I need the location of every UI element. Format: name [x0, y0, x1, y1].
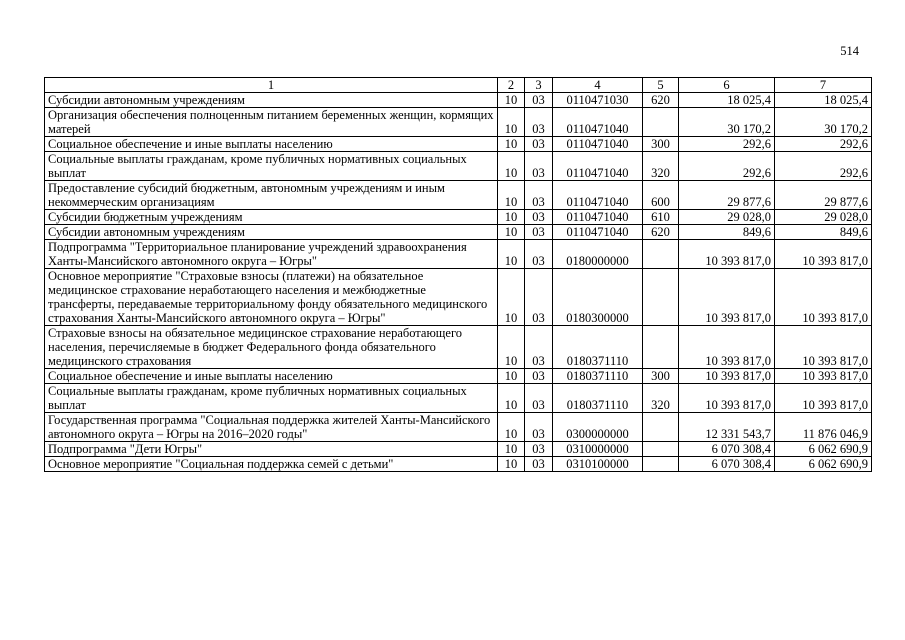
target-article-cell: 0110471040 — [553, 152, 643, 181]
target-article-cell: 0180371110 — [553, 369, 643, 384]
table-row — [45, 225, 872, 240]
amount-year2-cell: 30 170,2 — [775, 108, 872, 137]
section-cell: 10 — [498, 457, 525, 472]
expense-type-cell: 300 — [643, 369, 679, 384]
column-header: 2 — [498, 78, 525, 93]
expense-type-cell: 620 — [643, 93, 679, 108]
target-article-cell: 0110471040 — [553, 181, 643, 210]
amount-year2-cell: 10 393 817,0 — [775, 240, 872, 269]
table-row — [45, 457, 872, 472]
page-number: 514 — [840, 44, 859, 58]
column-header: 1 — [45, 78, 498, 93]
target-article-cell: 0180300000 — [553, 269, 643, 326]
amount-year1-cell: 6 070 308,4 — [679, 457, 775, 472]
column-header: 5 — [643, 78, 679, 93]
table-row — [45, 152, 872, 181]
table-row — [45, 137, 872, 152]
table-row — [45, 93, 872, 108]
section-cell: 10 — [498, 269, 525, 326]
row-name-cell: Основное мероприятие "Социальная поддержка семей с детьми" — [45, 457, 498, 472]
target-article-cell: 0180371110 — [553, 326, 643, 369]
section-cell: 10 — [498, 384, 525, 413]
row-name-cell: Социальное обеспечение и иные выплаты населению — [45, 137, 498, 152]
row-name-cell: Организация обеспечения полноценным питанием беременных женщин, кормящих матерей — [45, 108, 498, 137]
row-name-cell: Субсидии автономным учреждениям — [45, 225, 498, 240]
amount-year1-cell: 292,6 — [679, 137, 775, 152]
subsection-cell: 03 — [525, 225, 553, 240]
target-article-cell: 0300000000 — [553, 413, 643, 442]
table-row — [45, 384, 872, 413]
amount-year2-cell: 292,6 — [775, 152, 872, 181]
expense-type-cell: 610 — [643, 210, 679, 225]
amount-year1-cell: 29 028,0 — [679, 210, 775, 225]
subsection-cell: 03 — [525, 457, 553, 472]
expense-type-cell: 320 — [643, 384, 679, 413]
section-cell: 10 — [498, 225, 525, 240]
amount-year1-cell: 10 393 817,0 — [679, 369, 775, 384]
column-header: 3 — [525, 78, 553, 93]
amount-year2-cell: 29 877,6 — [775, 181, 872, 210]
section-cell: 10 — [498, 181, 525, 210]
target-article-cell: 0110471030 — [553, 93, 643, 108]
subsection-cell: 03 — [525, 210, 553, 225]
target-article-cell: 0310100000 — [553, 457, 643, 472]
row-name-cell: Социальные выплаты гражданам, кроме публичных нормативных социальных выплат — [45, 152, 498, 181]
amount-year2-cell: 11 876 046,9 — [775, 413, 872, 442]
row-name-cell: Подпрограмма "Дети Югры" — [45, 442, 498, 457]
amount-year2-cell: 18 025,4 — [775, 93, 872, 108]
amount-year2-cell: 849,6 — [775, 225, 872, 240]
expense-type-cell — [643, 326, 679, 369]
row-name-cell: Предоставление субсидий бюджетным, автономным учреждениям и иным некоммерческим организациям — [45, 181, 498, 210]
target-article-cell: 0110471040 — [553, 225, 643, 240]
expense-type-cell — [643, 240, 679, 269]
amount-year1-cell: 10 393 817,0 — [679, 384, 775, 413]
column-number-row — [45, 78, 872, 93]
row-name-cell: Социальные выплаты гражданам, кроме публичных нормативных социальных выплат — [45, 384, 498, 413]
amount-year1-cell: 18 025,4 — [679, 93, 775, 108]
target-article-cell: 0180000000 — [553, 240, 643, 269]
section-cell: 10 — [498, 326, 525, 369]
amount-year2-cell: 10 393 817,0 — [775, 369, 872, 384]
amount-year1-cell: 849,6 — [679, 225, 775, 240]
amount-year2-cell: 10 393 817,0 — [775, 384, 872, 413]
subsection-cell: 03 — [525, 108, 553, 137]
table-row — [45, 240, 872, 269]
section-cell: 10 — [498, 137, 525, 152]
subsection-cell: 03 — [525, 152, 553, 181]
row-name-cell: Субсидии автономным учреждениям — [45, 93, 498, 108]
table-row — [45, 210, 872, 225]
table-row — [45, 369, 872, 384]
amount-year1-cell: 10 393 817,0 — [679, 326, 775, 369]
amount-year1-cell: 30 170,2 — [679, 108, 775, 137]
amount-year1-cell: 10 393 817,0 — [679, 240, 775, 269]
subsection-cell: 03 — [525, 326, 553, 369]
amount-year1-cell: 29 877,6 — [679, 181, 775, 210]
section-cell: 10 — [498, 152, 525, 181]
expense-type-cell: 300 — [643, 137, 679, 152]
expense-type-cell: 620 — [643, 225, 679, 240]
subsection-cell: 03 — [525, 240, 553, 269]
section-cell: 10 — [498, 210, 525, 225]
expense-type-cell — [643, 442, 679, 457]
expense-type-cell — [643, 413, 679, 442]
row-name-cell: Страховые взносы на обязательное медицинское страхование неработающего населения, перечисляемые в бюджет Федерального фонда обязательного медицинского страхования — [45, 326, 498, 369]
row-name-cell: Социальное обеспечение и иные выплаты населению — [45, 369, 498, 384]
row-name-cell: Основное мероприятие "Страховые взносы (платежи) на обязательное медицинское страхование неработающего населения и межбюджетные трансферты, передаваемые территориальному фонду обязательного медицинского страхования Ханты-Мансийского автономного округа – Югры" — [45, 269, 498, 326]
table-body — [45, 93, 872, 472]
target-article-cell: 0110471040 — [553, 210, 643, 225]
subsection-cell: 03 — [525, 369, 553, 384]
section-cell: 10 — [498, 240, 525, 269]
expense-type-cell — [643, 108, 679, 137]
table-row — [45, 326, 872, 369]
column-header: 4 — [553, 78, 643, 93]
table-row — [45, 269, 872, 326]
subsection-cell: 03 — [525, 137, 553, 152]
subsection-cell: 03 — [525, 93, 553, 108]
budget-table — [44, 77, 872, 472]
table-row — [45, 442, 872, 457]
amount-year1-cell: 10 393 817,0 — [679, 269, 775, 326]
target-article-cell: 0310000000 — [553, 442, 643, 457]
amount-year2-cell: 292,6 — [775, 137, 872, 152]
section-cell: 10 — [498, 413, 525, 442]
subsection-cell: 03 — [525, 181, 553, 210]
row-name-cell: Субсидии бюджетным учреждениям — [45, 210, 498, 225]
amount-year1-cell: 292,6 — [679, 152, 775, 181]
expense-type-cell: 600 — [643, 181, 679, 210]
amount-year2-cell: 6 062 690,9 — [775, 457, 872, 472]
expense-type-cell — [643, 457, 679, 472]
amount-year1-cell: 6 070 308,4 — [679, 442, 775, 457]
amount-year2-cell: 6 062 690,9 — [775, 442, 872, 457]
section-cell: 10 — [498, 442, 525, 457]
subsection-cell: 03 — [525, 384, 553, 413]
table-row — [45, 181, 872, 210]
amount-year1-cell: 12 331 543,7 — [679, 413, 775, 442]
expense-type-cell — [643, 269, 679, 326]
column-header: 6 — [679, 78, 775, 93]
subsection-cell: 03 — [525, 413, 553, 442]
amount-year2-cell: 29 028,0 — [775, 210, 872, 225]
section-cell: 10 — [498, 108, 525, 137]
expense-type-cell: 320 — [643, 152, 679, 181]
target-article-cell: 0110471040 — [553, 108, 643, 137]
row-name-cell: Государственная программа "Социальная поддержка жителей Ханты-Мансийского автономного округа – Югры на 2016–2020 годы" — [45, 413, 498, 442]
column-header: 7 — [775, 78, 872, 93]
subsection-cell: 03 — [525, 269, 553, 326]
subsection-cell: 03 — [525, 442, 553, 457]
target-article-cell: 0180371110 — [553, 384, 643, 413]
section-cell: 10 — [498, 93, 525, 108]
row-name-cell: Подпрограмма "Территориальное планирование учреждений здравоохранения Ханты-Мансийского автономного округа – Югры" — [45, 240, 498, 269]
amount-year2-cell: 10 393 817,0 — [775, 269, 872, 326]
section-cell: 10 — [498, 369, 525, 384]
table-row — [45, 413, 872, 442]
table-row — [45, 108, 872, 137]
amount-year2-cell: 10 393 817,0 — [775, 326, 872, 369]
target-article-cell: 0110471040 — [553, 137, 643, 152]
